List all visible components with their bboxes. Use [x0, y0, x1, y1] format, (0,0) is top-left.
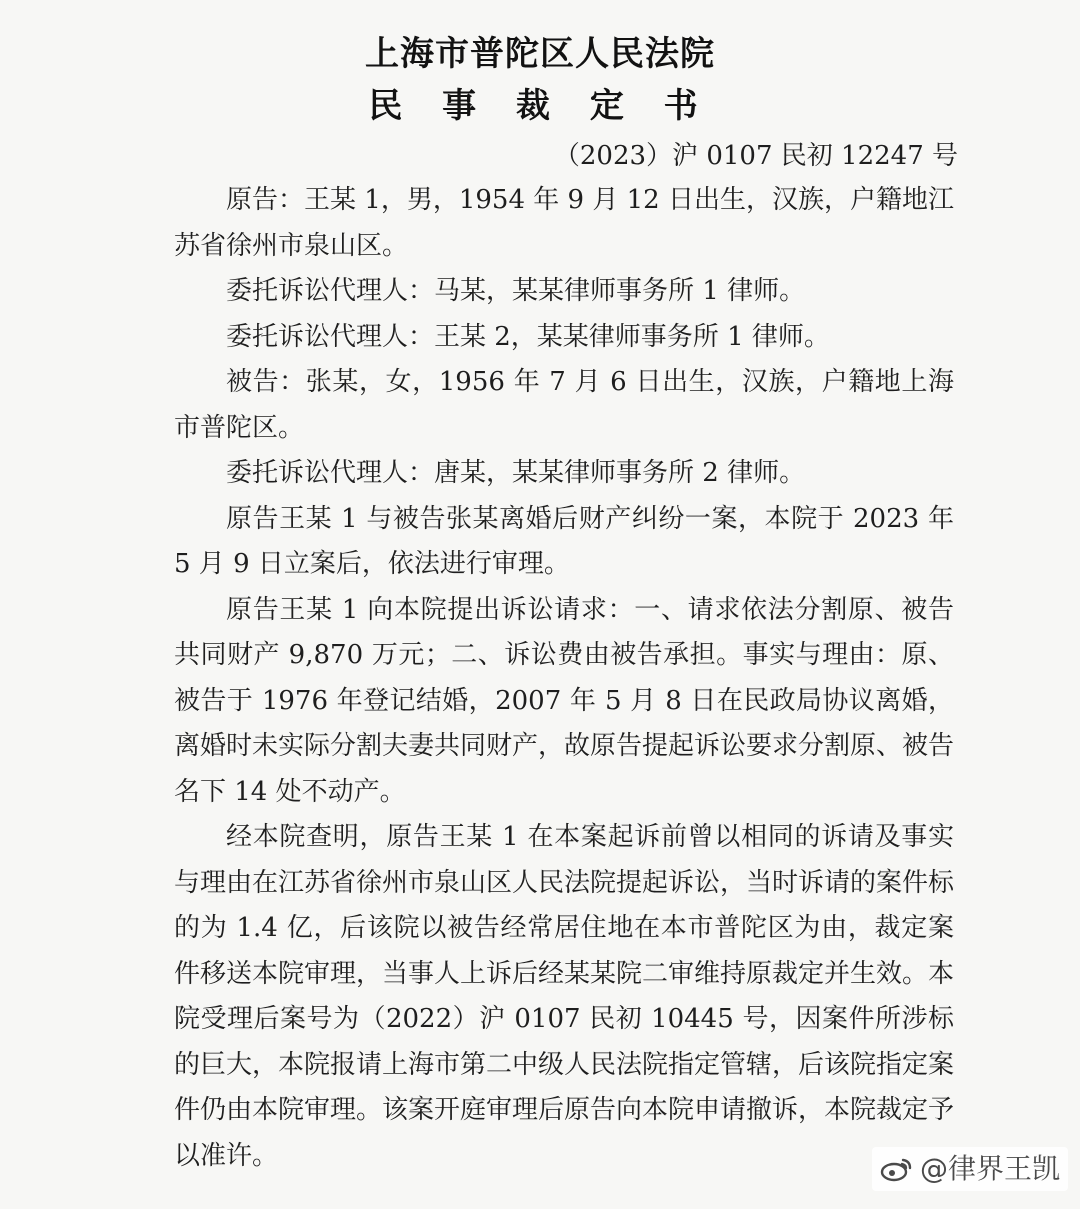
- case-number: （2023）沪 0107 民初 12247 号: [553, 141, 958, 171]
- paragraph-case-filing: 原告王某 1 与被告张某离婚后财产纠纷一案，本院于 2023 年 5 月 9 日立案后，依法进行审理。: [174, 503, 954, 579]
- court-name: 上海市普陀区人民法院: [365, 34, 715, 74]
- document-body: [174, 178, 954, 1179]
- paragraph-findings: 经本院查明，原告王某 1 在本案起诉前曾以相同的诉请及事实与理由在江苏省徐州市泉山区人民法院提起诉讼，当时诉请的案件标的为 1.4 亿，后该院以被告经常居住地在本市普陀区为由，裁定案件移送本院审理，当事人上诉后经某某院二审维持原裁定并生效。本院受理后案号为（2022）沪 0107 民初 10445 号，因案件所涉标的巨大，本院报请上海市第二中级人民法院指定管辖，后该院指定案件仍由本院审理。该案开庭审理后原告向本院申请撤诉，本院裁定予以准许。: [174, 822, 955, 1171]
- paragraph-plaintiff: 原告：王某 1，男，1954 年 9 月 12 日出生，汉族，户籍地江苏省徐州市泉山区。: [174, 185, 954, 261]
- paragraph-claims: 原告王某 1 向本院提出诉讼请求：一、请求依法分割原、被告共同财产 9,870 万元；二、诉讼费由被告承担。事实与理由：原、被告于 1976 年登记结婚，2007 年 5 月 8 日在民政局协议离婚，离婚时未实际分割夫妻共同财产，故原告提起诉讼要求分割原、被告名下 14 处不动产。: [174, 594, 955, 807]
- weibo-watermark: [872, 1147, 1068, 1191]
- watermark-text: @律界王凯: [919, 1152, 1060, 1185]
- paragraph-plaintiff-agent-1: 委托诉讼代理人：马某，某某律师事务所 1 律师。: [226, 276, 806, 306]
- weibo-icon: [880, 1155, 914, 1183]
- document-title: 民 事 裁 定 书: [368, 86, 712, 126]
- paragraph-defendant-agent: 委托诉讼代理人：唐某，某某律师事务所 2 律师。: [226, 458, 806, 488]
- paragraph-plaintiff-agent-2: 委托诉讼代理人：王某 2，某某律师事务所 1 律师。: [226, 321, 830, 352]
- paragraph-defendant: 被告：张某，女，1956 年 7 月 6 日出生，汉族，户籍地上海市普陀区。: [174, 367, 954, 443]
